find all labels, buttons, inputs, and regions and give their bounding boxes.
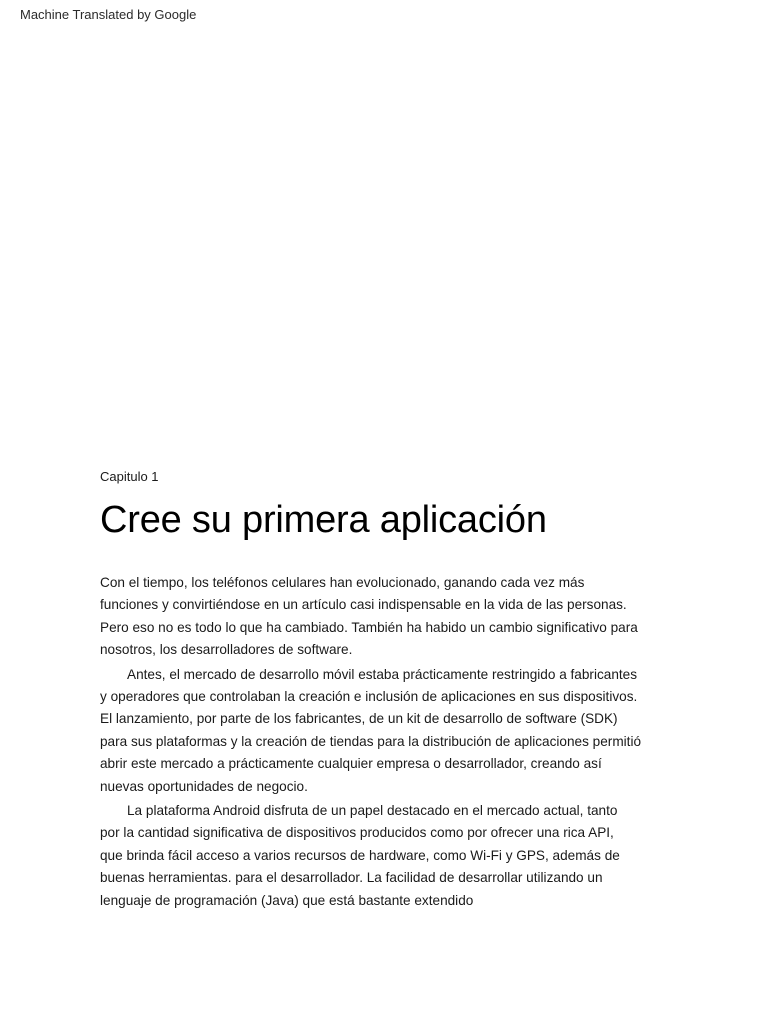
paragraph-line: y operadores que controlaban la creación e inclusión de aplicaciones en sus dispositivos. <box>100 689 638 705</box>
chapter-title: Cree su primera aplicación <box>100 499 547 541</box>
paragraph-line: para sus plataformas y la creación de tiendas para la distribución de aplicaciones permitió <box>100 733 642 749</box>
paragraph-2 <box>100 664 690 798</box>
paragraph-line: abrir este mercado a prácticamente cualquier empresa o desarrollador, creando así <box>100 756 602 772</box>
paragraph-line: lenguaje de programación (Java) que está bastante extendido <box>100 892 474 908</box>
paragraph-1 <box>100 572 690 662</box>
paragraph-line: funciones y convirtiéndose en un artículo casi indispensable en la vida de las personas. <box>100 597 627 613</box>
paragraph-line: Con el tiempo, los teléfonos celulares han evolucionado, ganando cada vez más <box>100 575 585 590</box>
paragraph-line: El lanzamiento, por parte de los fabricantes, de un kit de desarrollo de software (SDK) <box>100 711 618 727</box>
paragraph-line: que brinda fácil acceso a varios recursos de hardware, como Wi-Fi y GPS, además de <box>100 847 620 863</box>
paragraph-line: nosotros, los desarrolladores de software. <box>100 642 353 658</box>
paragraph-line: buenas herramientas. para el desarrollador. La facilidad de desarrollar utilizando un <box>100 870 603 886</box>
paragraph-line: Pero eso no es todo lo que ha cambiado. También ha habido un cambio significativo para <box>100 619 638 635</box>
paragraph-line: La plataforma Android disfruta de un papel destacado en el mercado actual, tanto <box>127 803 618 819</box>
chapter-content <box>100 469 690 912</box>
chapter-label: Capitulo 1 <box>100 469 159 484</box>
paragraph-3 <box>100 800 690 912</box>
paragraph-line: nuevas oportunidades de negocio. <box>100 778 308 794</box>
paragraph-line: Antes, el mercado de desarrollo móvil estaba prácticamente restringido a fabricantes <box>127 666 638 682</box>
paragraph-line: por la cantidad significativa de dispositivos producidos como por ofrecer una rica API, <box>100 825 614 841</box>
machine-translation-banner: Machine Translated by Google <box>20 7 197 22</box>
